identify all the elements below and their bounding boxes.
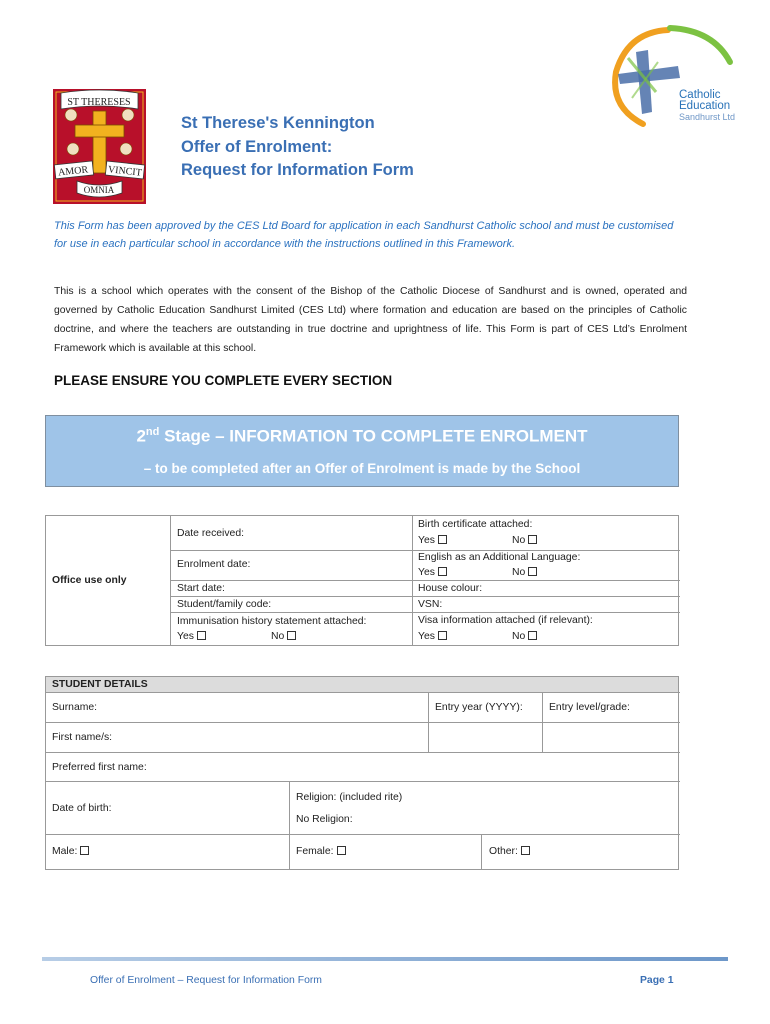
checkbox[interactable] xyxy=(521,846,530,855)
office-use-label: Office use only xyxy=(52,575,127,586)
title-line-1: St Therese's Kennington xyxy=(181,114,375,132)
stage-ordinal-suffix: nd xyxy=(145,426,160,438)
visa-yes-label: Yes xyxy=(418,631,435,642)
birth-certificate-yes-label: Yes xyxy=(418,535,435,546)
checkbox[interactable] xyxy=(287,631,296,640)
visa-no[interactable] xyxy=(512,631,537,642)
eal-yes-label: Yes xyxy=(418,567,435,578)
religion-label: Religion: (included rite) xyxy=(296,792,403,803)
checkbox[interactable] xyxy=(438,535,447,544)
checkbox[interactable] xyxy=(337,846,346,855)
stage-title-text: Stage – INFORMATION TO COMPLETE ENROLMENT xyxy=(159,426,588,446)
eal-label: English as an Additional Language: xyxy=(418,552,581,563)
footer-title: Offer of Enrolment – Request for Information Form xyxy=(90,975,322,986)
title-line-3: Request for Information Form xyxy=(181,161,414,179)
entry-level-label: Entry level/grade: xyxy=(549,702,630,713)
checkbox[interactable] xyxy=(80,846,89,855)
page-number: Page 1 xyxy=(640,975,674,986)
female-label: Female: xyxy=(296,846,334,857)
crest-left-text: AMOR xyxy=(57,164,89,179)
ces-logo-text xyxy=(679,90,735,123)
start-date-label: Start date: xyxy=(177,583,225,594)
male-option[interactable] xyxy=(52,846,89,857)
immunisation-yes-label: Yes xyxy=(177,631,194,642)
ces-logo-line2: Education xyxy=(679,100,731,112)
preferred-name-label: Preferred first name: xyxy=(52,762,147,773)
crest-right-text: VINCIT xyxy=(107,164,143,179)
stage-title xyxy=(46,426,678,447)
stage-banner xyxy=(45,415,679,487)
title-line-2: Offer of Enrolment: xyxy=(181,137,333,156)
date-received-label: Date received: xyxy=(177,528,244,539)
student-details-heading: STUDENT DETAILS xyxy=(52,679,148,690)
birth-certificate-yes[interactable] xyxy=(418,535,447,546)
immunisation-no[interactable] xyxy=(271,631,296,642)
checkbox[interactable] xyxy=(528,535,537,544)
birth-certificate-label: Birth certificate attached: xyxy=(418,519,533,530)
date-of-birth-label: Date of birth: xyxy=(52,803,112,814)
crest-bottom-text: OMNIA xyxy=(83,185,115,195)
enrolment-date-label: Enrolment date: xyxy=(177,559,251,570)
footer-divider xyxy=(42,957,728,961)
birth-certificate-no[interactable] xyxy=(512,535,537,546)
eal-yes[interactable] xyxy=(418,567,447,578)
checkbox[interactable] xyxy=(528,631,537,640)
visa-yes[interactable] xyxy=(418,631,447,642)
page-title xyxy=(181,112,414,183)
entry-year-label: Entry year (YYYY): xyxy=(435,702,523,713)
intro-paragraph: This is a school which operates with the consent of the Bishop of the Catholic Diocese of Sandhurst and is owned, operated and governed by Catholic Education Sandhurst Limited (CES Ltd) where formation and education are based on the principles of Catholic doctrine, and where the teachers are outstanding in true doctrine and uprightness of life. This Form is part of CES Ltd’s Enrolment Framework which is available at this school. xyxy=(54,286,687,354)
visa-label: Visa information attached (if relevant): xyxy=(418,615,593,626)
immunisation-label: Immunisation history statement attached: xyxy=(177,616,367,627)
eal-no-label: No xyxy=(512,567,526,578)
checkbox[interactable] xyxy=(438,567,447,576)
no-religion-label: No Religion: xyxy=(296,814,353,825)
student-family-code-label: Student/family code: xyxy=(177,599,272,610)
first-names-label: First name/s: xyxy=(52,732,113,743)
approval-note: This Form has been approved by the CES Ltd Board for application in each Sandhurst Catholic school and must be customised for use in each particular school in accordance with the instructions outlined in this Framework. xyxy=(54,220,674,250)
immunisation-no-label: No xyxy=(271,631,285,642)
checkbox[interactable] xyxy=(438,631,447,640)
surname-label: Surname: xyxy=(52,702,98,713)
other-label: Other: xyxy=(489,846,518,857)
female-option[interactable] xyxy=(296,846,346,857)
stage-ordinal: 2 xyxy=(136,426,146,446)
immunisation-yes[interactable] xyxy=(177,631,206,642)
other-option[interactable] xyxy=(489,846,530,857)
vsn-label: VSN: xyxy=(418,599,443,610)
stage-subtitle: – to be completed after an Offer of Enrolment is made by the School xyxy=(143,461,581,476)
male-label: Male: xyxy=(52,846,78,857)
crest-top-text: ST THERESES xyxy=(67,97,131,108)
birth-certificate-no-label: No xyxy=(512,535,526,546)
visa-no-label: No xyxy=(512,631,526,642)
house-colour-label: House colour: xyxy=(418,583,483,594)
complete-every-section-heading: PLEASE ENSURE YOU COMPLETE EVERY SECTION xyxy=(54,373,393,388)
office-use-table xyxy=(45,515,679,646)
student-details-table xyxy=(45,676,679,870)
school-crest xyxy=(53,89,146,204)
eal-no[interactable] xyxy=(512,567,537,578)
checkbox[interactable] xyxy=(197,631,206,640)
checkbox[interactable] xyxy=(528,567,537,576)
ces-logo-line1: Catholic xyxy=(679,89,721,101)
ces-logo-line3: Sandhurst Ltd xyxy=(679,112,736,122)
